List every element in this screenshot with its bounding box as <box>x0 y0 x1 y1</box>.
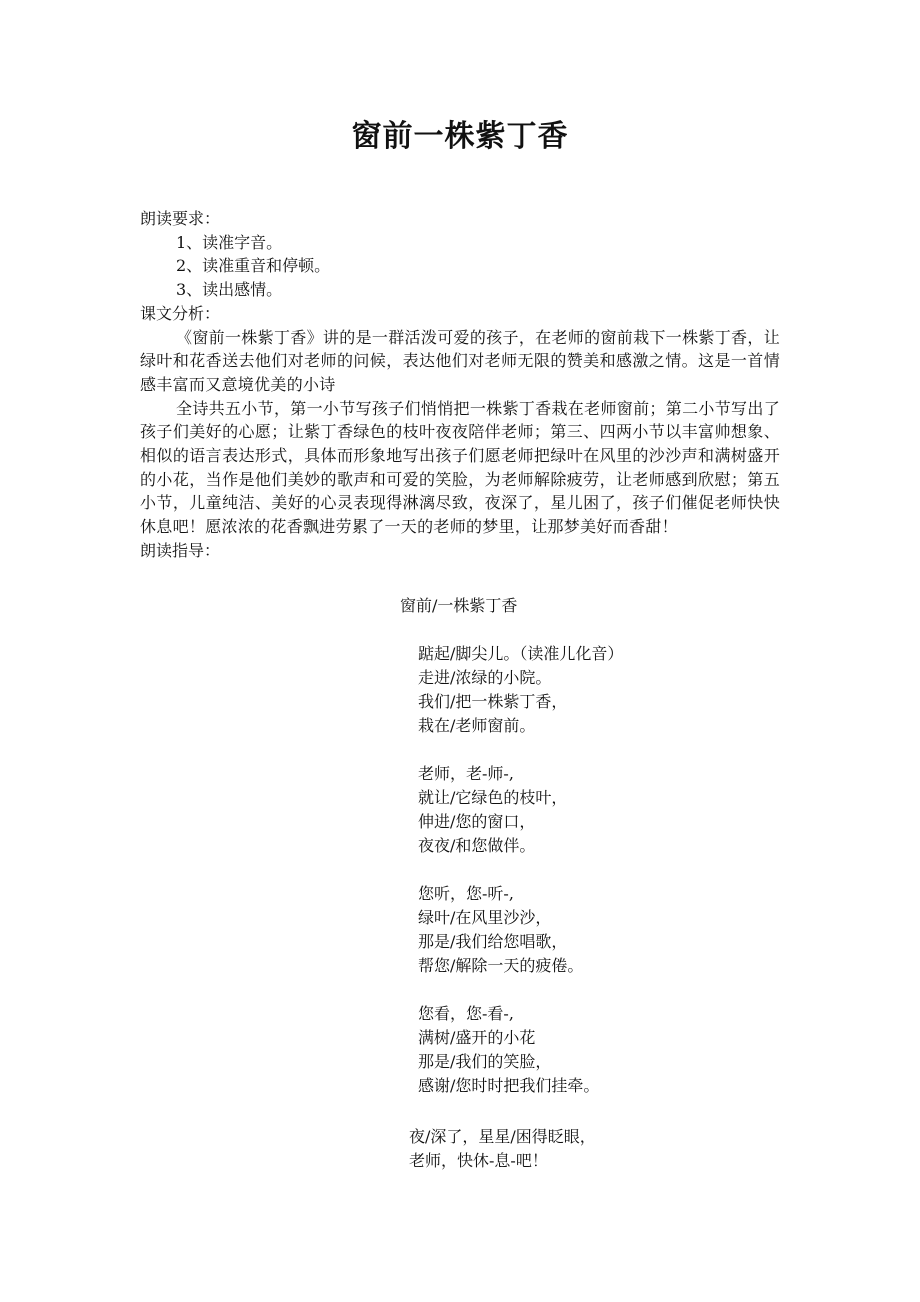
poem-line: 那是/我们给您唱歌， <box>418 932 568 951</box>
analysis-heading: 课文分析： <box>140 303 221 323</box>
poem-stanza-3 <box>418 882 583 978</box>
poem-title: 窗前/一株紫丁香 <box>400 596 518 615</box>
poem-stanza-5 <box>409 1125 596 1173</box>
list-item: 3、读出感情。 <box>176 280 283 300</box>
poem-line: 您听，您-听-, <box>418 884 514 903</box>
poem-stanza-1 <box>418 642 623 738</box>
poem-stanza-4 <box>418 1002 599 1098</box>
poem-line: 夜夜/和您做伴。 <box>418 836 536 855</box>
reading-requirements-heading: 朗读要求： <box>140 209 221 228</box>
document-body <box>140 207 780 563</box>
analysis-paragraph: 全诗共五小节，第一小节写孩子们悄悄把一株紫丁香栽在老师窗前；第二小节写出了孩子们美好的心愿；让紫丁香绿色的枝叶夜夜陪伴老师；第三、四两小节以丰富帅想象、相似的语言表达形式，具体而形象地写出孩子们愿老师把绿叶在风里的沙沙声和满树盛开的小花，当作是他们美妙的歌声和可爱的笑脸，为老师解除疲劳，让老师感到欣慰；第五小节，儿童纯洁、美好的心灵表现得淋漓尽致，夜深了，星儿困了，孩子们催促老师快快休息吧！愿浓浓的花香飘进劳累了一天的老师的梦里，让那梦美好而香甜！ <box>140 398 780 537</box>
poem-line: 栽在/老师窗前。 <box>418 716 536 735</box>
poem-stanza-2 <box>418 762 567 858</box>
poem-line: 帮您/解除一天的疲倦。 <box>418 956 584 975</box>
poem-line: 踮起/脚尖儿。（读准儿化音） <box>418 644 624 663</box>
poem-line: 感谢/您时时把我们挂牵。 <box>418 1076 600 1095</box>
poem-line: 伸进/您的窗口， <box>418 812 536 831</box>
list-item: 2、读准重音和停顿。 <box>176 256 331 276</box>
document-title: 窗前一株紫丁香 <box>351 119 569 154</box>
list-item: 1、读准字音。 <box>176 232 283 252</box>
poem-line: 走进/浓绿的小院。 <box>418 668 552 687</box>
analysis-paragraph: 《窗前一株紫丁香》讲的是一群活泼可爱的孩子，在老师的窗前栽下一株紫丁香，让绿叶和花香送去他们对老师的问候，表达他们对老师无限的赞美和感激之情。这是一首情感丰富而又意境优美的小诗 <box>140 327 780 394</box>
poem-line: 夜/深了，星星/困得眨眼， <box>409 1127 596 1146</box>
poem-line: 那是/我们的笑脸， <box>418 1052 552 1071</box>
poem-line: 我们/把一株紫丁香， <box>418 692 568 711</box>
reading-guide-heading: 朗读指导： <box>140 540 221 560</box>
poem-line: 老师，快休-息-吧！ <box>409 1151 548 1170</box>
poem-line: 您看，您-看-, <box>418 1004 514 1023</box>
poem-line: 就让/它绿色的枝叶， <box>418 788 568 807</box>
poem-line: 满树/盛开的小花 <box>418 1028 536 1047</box>
poem-line: 绿叶/在风里沙沙， <box>418 908 552 927</box>
poem-line: 老师，老-师-, <box>418 764 514 783</box>
